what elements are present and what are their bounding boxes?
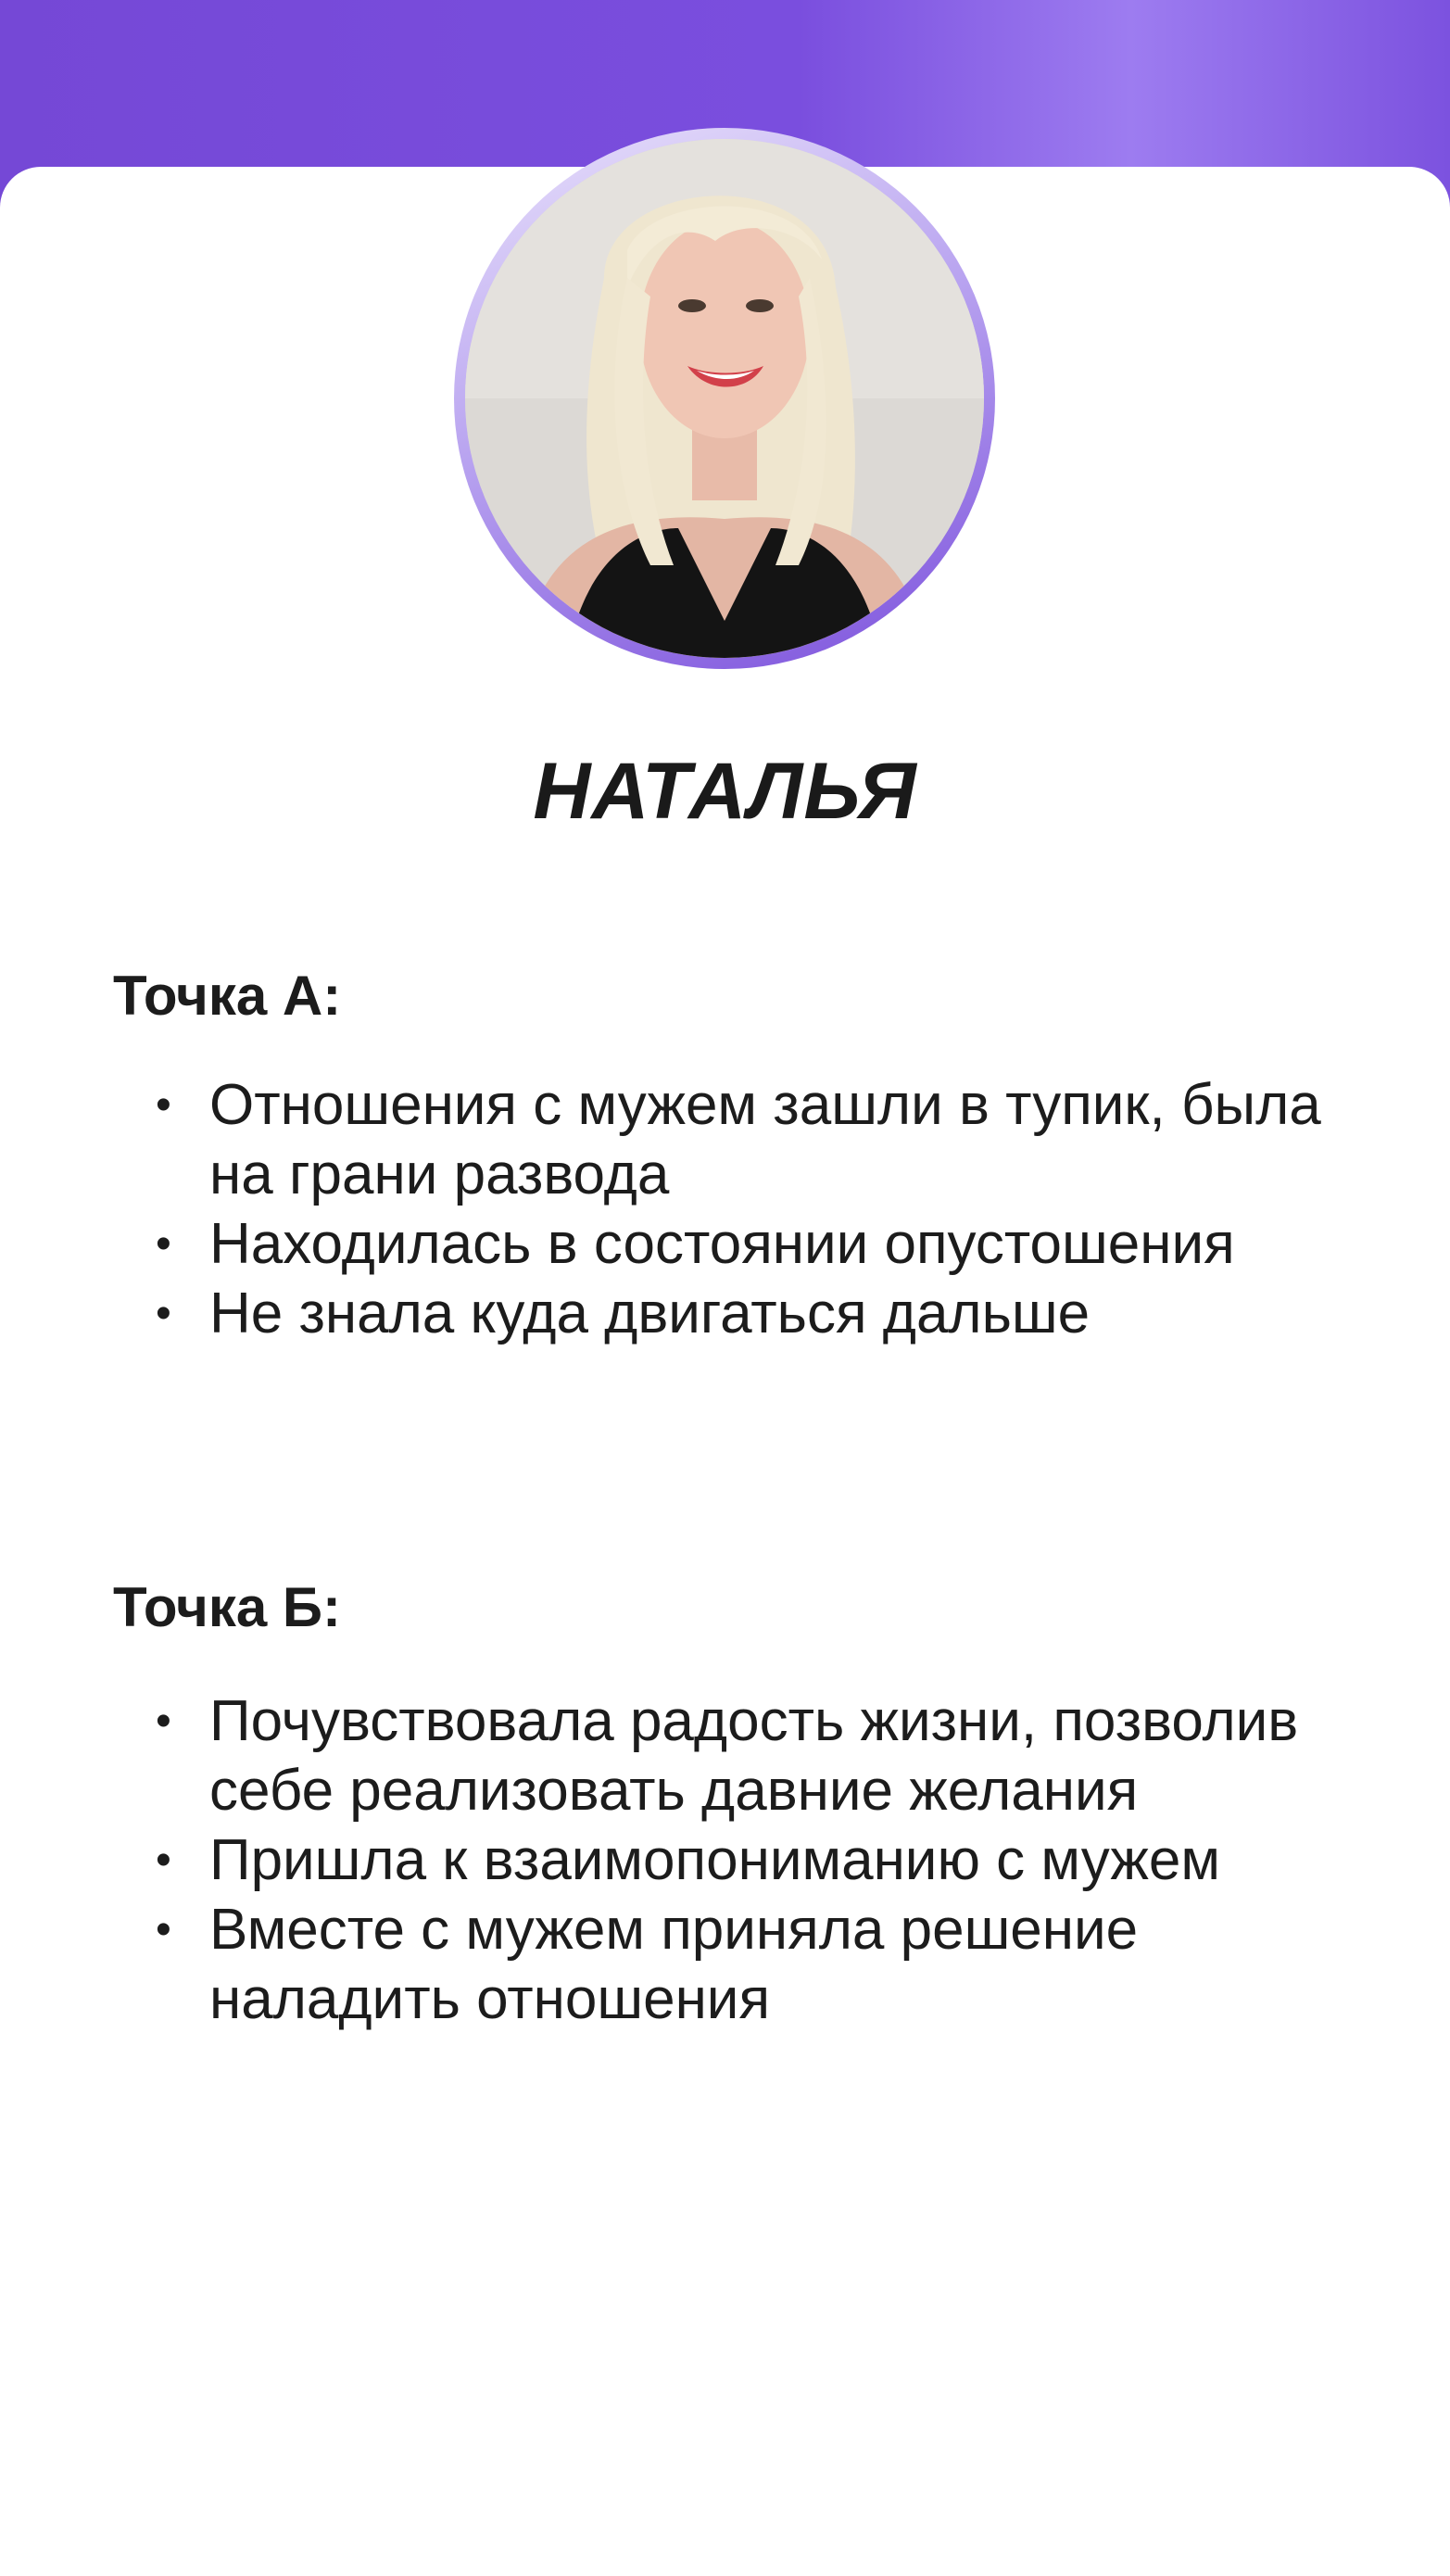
avatar-ring (454, 128, 995, 669)
bullet-icon: • (156, 1219, 171, 1269)
bullet-icon: • (156, 1905, 171, 1954)
bullet-icon: • (156, 1697, 171, 1746)
list-item-text: Находилась в состоянии опустошения (209, 1212, 1235, 1276)
point-b-title: Точка Б: (113, 1576, 342, 1638)
bullet-icon: • (156, 1289, 171, 1338)
list-item-text: Вместе с мужем приняла решение наладить отношения (209, 1898, 1139, 2031)
point-a-title: Точка А: (113, 965, 342, 1027)
point-b-list (148, 1686, 1381, 2034)
list-item-text: Пришла к взаимопониманию с мужем (209, 1828, 1220, 1892)
person-name: НАТАЛЬЯ (533, 747, 917, 836)
list-item (148, 1279, 1381, 1348)
bullet-icon: • (156, 1836, 171, 1885)
list-item (148, 1209, 1381, 1279)
list-item (148, 1825, 1381, 1895)
list-item (148, 1895, 1381, 2034)
list-item (148, 1070, 1381, 1209)
bullet-icon: • (156, 1080, 171, 1130)
list-item (148, 1686, 1381, 1825)
portrait-photo (465, 139, 984, 658)
list-item-text: Отношения с мужем зашли в тупик, была на грани развода (209, 1073, 1321, 1206)
point-a-list (148, 1070, 1381, 1348)
list-item-text: Почувствовала радость жизни, позволив себе реализовать давние желания (209, 1689, 1299, 1823)
avatar (465, 139, 984, 658)
list-item-text: Не знала куда двигаться дальше (209, 1282, 1091, 1345)
